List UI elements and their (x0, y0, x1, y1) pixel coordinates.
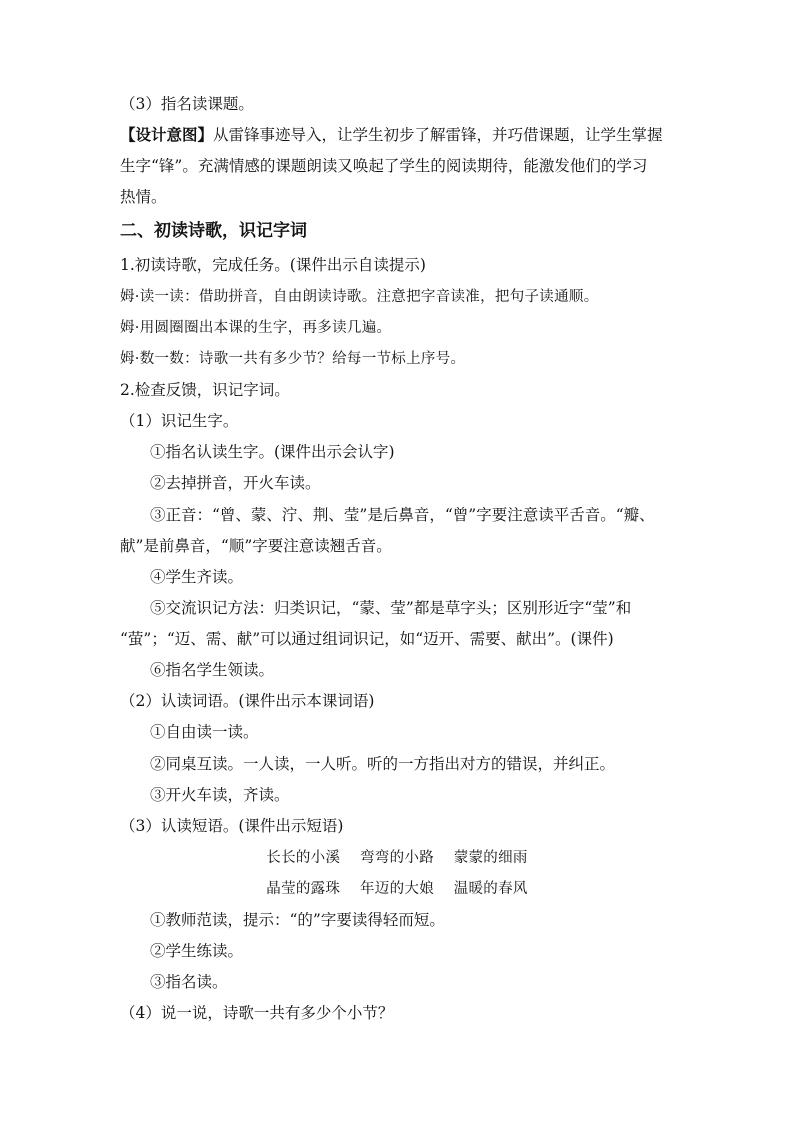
sub-1-c-line-2: 献”是前鼻音，“顺”字要注意读翘舌音。 (120, 537, 392, 555)
sub-3-c: ③指名读。 (150, 973, 228, 991)
design-intent-text-1: 从雷锋事迹导入，让学生初步了解雷锋，并巧借课题，让学生掌握 (213, 126, 663, 144)
sub-2-b: ②同桌互读。一人读，一人听。听的一方指出对方的错误，并纠正。 (150, 755, 616, 773)
task-circle: 姆·用圆圈圈出本课的生字，再多读几遍。 (120, 320, 392, 336)
task-count: 姆·数一数：诗歌一共有多少节？给每一节标上序号。 (120, 351, 466, 367)
sub-4: （4）说一说，诗歌一共有多少个小节？ (120, 1004, 394, 1022)
sub-1-e-line-1: ⑤交流识记方法：归类识记，“蒙、莹”都是草字头；区别形近字“莹”和 (150, 599, 632, 617)
sub-1-b: ②去掉拼音，开火车读。 (150, 474, 321, 492)
sub-1: （1）识记生字。 (120, 412, 239, 430)
sub-1-e-line-2: “萤”；“迈、需、献”可以通过组词识记，如“迈开、需要、献出”。(课件) (120, 630, 614, 648)
step-2: 2.检查反馈，识记字词。 (120, 381, 290, 399)
sub-2: （2）认读词语。(课件出示本课词语) (120, 692, 375, 710)
sub-3-b: ②学生练读。 (150, 942, 244, 960)
sub-3-a: ①教师范读，提示：“的”字要读得轻而短。 (150, 911, 445, 929)
sub-1-f: ⑥指名学生领读。 (150, 661, 275, 679)
design-intent-label: 【设计意图】 (120, 125, 214, 144)
intro-item-3: （3）指名读课题。 (120, 95, 254, 113)
sub-1-a: ①指名认读生字。(课件出示会认字) (150, 443, 395, 461)
sub-2-a: ①自由读一读。 (150, 723, 259, 741)
sub-1-d: ④学生齐读。 (150, 568, 244, 586)
sub-1-c-line-1: ③正音：“曾、蒙、泞、荆、莹”是后鼻音，“曾”字要注意读平舌音。“瓣、 (150, 506, 655, 524)
sub-3: （3）认读短语。(课件出示短语) (120, 817, 344, 835)
design-intent-line-1 (120, 125, 680, 145)
phrases-row-1: 长长的小溪 弯弯的小路 蒙蒙的细雨 (266, 850, 528, 866)
phrases-row-2: 晶莹的露珠 年迈的大娘 温暖的春风 (266, 881, 528, 897)
step-1: 1.初读诗歌，完成任务。(课件出示自读提示) (120, 256, 426, 274)
section-2-heading: 二、初读诗歌，识记字词 (120, 221, 307, 241)
sub-2-c: ③开火车读，齐读。 (150, 786, 290, 804)
task-read: 姆·读一读：借助拼音，自由朗读诗歌。注意把字音读准，把句子读通顺。 (120, 289, 599, 305)
design-intent-line-3: 热情。 (120, 188, 167, 206)
design-intent-line-2: 生字“锋”。充满情感的课题朗读又唤起了学生的阅读期待，能激发他们的学习 (120, 157, 648, 175)
